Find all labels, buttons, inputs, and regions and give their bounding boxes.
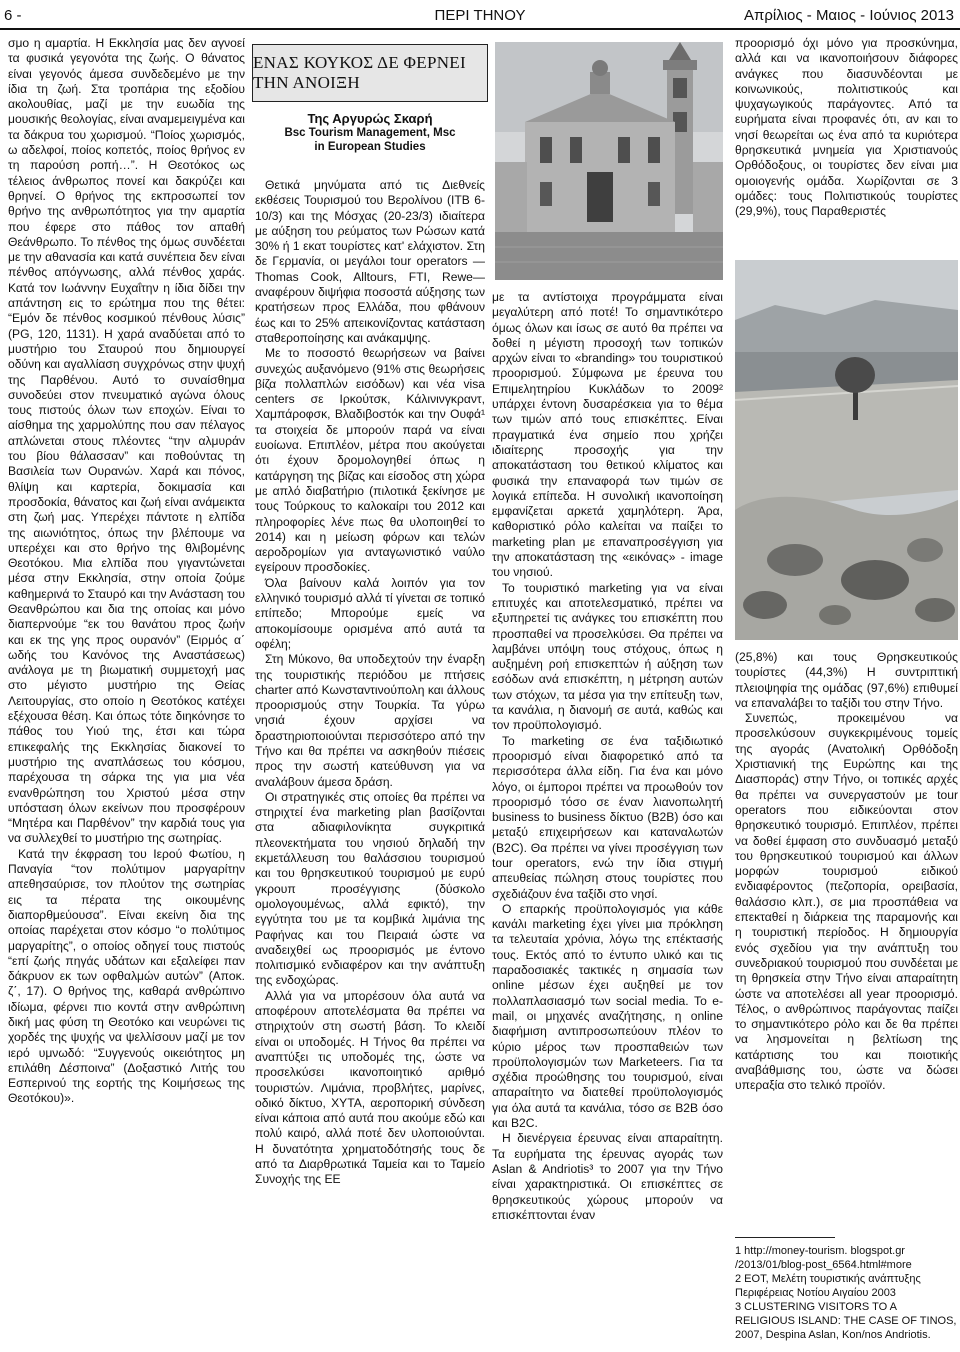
column-4-top	[735, 36, 958, 248]
col2-paragraph: Όλα βαίνουν καλά λοιπόν για τον ελληνικό τουρισμό αλλά τί γίνεται σε τοπικό επίπεδο; Μπορούμε εμείς να αποκομίσουμε ορισμένα από αυτά τα οφέλη;	[255, 575, 485, 651]
footnotes	[735, 1244, 958, 1342]
col3-paragraph: Ο επαρκής προϋπολογισμός για κάθε κανάλι marketing έχει γίνει μια πρόκληση τα τελευταία χρόνια, λόγω της επέκτασής τους. Εκτός από το έντυπο υλικό και τις παραδοσιακές τακτικές η σημασία των online μέσων έχει αυξηθεί με τον πολλαπλασιασμό των social media. Το e-mail, οι μηχανές αναζήτησης, η online διαφήμιση αντιπροσωπεύουν πλέον το κύριο μέρος των προσπαθειών των προϋπολογισμών των Marketeers. Για τα σχέδια προώθησης του τουρισμού, είναι απαραίτητο να διατεθεί προϋπολογισμός για όλα αυτά τα κανάλια, τόσο σε B2B όσο και B2C.	[492, 901, 723, 1131]
church-illustration	[495, 42, 723, 280]
col2-paragraph: Θετικά μηνύματα από τις Διεθνείς εκθέσεις Τουρισμού του Βερολίνου (ITB 6-10/3) και της Μόσχας (20-23/3) ιδιαίτερα με αύξηση του ρεύματος των Ρώσων κατά 30% ή 1 εκατ τουρίστες κατ' ελάχιστον. Στη δε Γερμανία, οι μεγάλοι tour operators — Thomas Cook, Alltours, FTI, Rewe— αναφέρουν διψήφια ποσοστά αύξησης των κρατήσεων προς Ελλάδα, που φθάνουν έως και το 25% απεικονίζοντας κατάσταση σταθεροποίησης και ανάκαμψης.	[255, 178, 485, 345]
column-1	[8, 36, 245, 1348]
page-number: 6 -	[4, 7, 22, 24]
publication-title: ΠΕΡΙ ΤΗΝΟΥ	[434, 7, 526, 24]
col2-paragraph: Οι στρατηγικές στις οποίες θα πρέπει να στηριχτεί ένα marketing plan βασίζονται στα αδιαφιλονίκητα συγκριτικά πλεονεκτήματα του νησιού δηλαδή την εκμετάλλευση του θαλάσσιου τουρισμού και του θρησκευτικού τουρισμού με ευρύ γκρουπ προσέγγισης (δύσκολο ομολογουμένως, αλλά εφικτό), την εγγύτητα του με τα κομβικά λιμάνια της Ραφήνας και του Πειραιά ώστε να αναδειχθεί ως προορισμός με έντονο πολιτισμικό ενδιαφέρον και την ανάπτυξη της ενδοχώρας.	[255, 789, 485, 988]
issue-date: Απρίλιος - Μαιος - Ιούνιος 2013	[743, 7, 954, 24]
author-credentials: in European Studies	[314, 141, 426, 153]
col2-paragraph: Αλλά για να μπορέσουν όλα αυτά να αποφέρουν αποτελέσματα θα πρέπει να στηριχτούν στη σωστή βάση. Το κλειδί είναι οι υποδομές. Η Τήνος θα πρέπει να αναπτύξει τις υποδομές της, ώστε να προσελκύσει ικανοποιητικό αριθμό τουριστών. Λιμάνια, προβλήτες, μαρίνες, οδικό δίκτυο, ΧΥΤΑ, αεροπορική σύνδεση είναι κάποια από αυτά που ακούμε εδώ και πολύ καιρό, αλλά ποτέ δεν υλοποιούνται. Η δυνατότητα χρηματοδότησής τους δε από τα Διαρθρωτικά Ταμεία και το Ταμείο Συνοχής της ΕΕ	[255, 988, 485, 1187]
column-4-bottom	[735, 650, 958, 1240]
author-credentials: Bsc Tourism Management, Msc	[284, 127, 456, 139]
col2-paragraph: Με το ποσοστό θεωρήσεων να βαίνει συνεχώς αυξανόμενο (91% στις θεωρήσεις βίζα πολλαπλών εισόδων) και νέα visa centers σε Ιρκούτσκ, Κάλινινγκραντ, Χαμπάροφσκ, Βλαδιβοστόκ και την Ουφά¹ τα στοιχεία δε μπορούν παρά να είναι ευοίωνα. Επιπλέον, μέτρα που ακούγεται ότι έχουν δρομολογηθεί όπως η κατάργηση της βίζας και είσοδος στη χώρα με απλό διαβατήριο (πιλοτικά ξεκίνησε με τους Τούρκους το καλοκαίρι του 2012 και πληροφορίες λένε πως θα υλοποιηθεί το 2014) και η μείωση φόρων και τελών αεροδρομίων για ανταγωνιστικό ναύλο εγείρουν προσδοκίες.	[255, 346, 485, 575]
col3-paragraph: Το τουριστικό marketing για να είναι επιτυχές και αποτελεσματικό, πρέπει να εξυπηρετεί τις ανάγκες του επισκέπτη που προσπαθεί να προσελκύσει. Θα πρέπει να λαμβάνει υπόψη τους στόχους, όπως η αυξημένη ροή επισκεπτών ή αύξηση των εσόδων ανά επισκέπτη, η μέτρηση αυτών των στόχων, τα μέσα για την επίτευξη των, τα κανάλια, η διανομή σε αυτά, καθώς και τον προϋπολογισμό.	[492, 580, 723, 733]
col4-paragraph: προορισμό όχι μόνο για προσκύνημα, αλλά και να ικανοποιήσουν διάφορες ανάγκες που διασυνδέονται με κοινωνικούς, πολιτιστικούς και ψυχαγωγικούς παράγοντες. Από τα ευρήματα είναι προφανές ότι, αν και το νησί θεωρείται ως ένα από τα κυριότερα θρησκευτικά μνημεία για Χριστιανούς Ορθόδοξους, οι τουρίστες δεν είναι μια ομοιογενής ομάδα. Χωρίζονται σε 3 ομάδες: τους Πολιτιστικούς τουρίστες (29,9%), τους Παραθεριστές	[735, 36, 958, 219]
coast-photo	[735, 260, 958, 640]
article-title-box	[252, 44, 488, 102]
byline	[255, 112, 485, 154]
coast-illustration	[735, 260, 958, 640]
col1-paragraph: σμο η αμαρτία. Η Εκκλησία μας δεν αγνοεί τα φυσικά γεγονότα της ζωής. Ο θάνατος είναι γεγονός άμεσα συνδεδεμένο με την ίδια τη ζωή. Στα τροπάρια της εξοδίου ακολουθίας, μαζί με την ευωδία της μουσικής θεολογίας, είναι αναμεμειγμένα και τα δάκρυα του χωρισμού. “Ποίος χωρισμός, ω αδελφοί, ποίος κοπετός, ποίος θρήνος εν τη παρούση ροπή…”. Η Θεοτόκος ως τέλειος άνθρωπος πονεί και δακρύζει και θρηνεί. Ο θρήνος της εκπροσωπεί τον θρήνο της ανθρωπότητος για την αμαρτία που έφερε στο πάθος τον απαθή Θεάνθρωπο. Το πένθος της όμως συνδέεται με την αθανασία και κατά συνέπεια δεν είναι πένθος απόγνωσης, αλλά πένθος χαράς. Κατά τον Ιωάννην Ευχαΐτην η ίδια δίδει την απάντηση εις το ερώτημα που της θέτει: “Εμόν δε πένθος κοσμικού πένθους λύσις” (PG, 120, 1131). Η χαρά αναδύεται από το μυστήριο του Σταυρού που δημιουργεί οδύνη και αγαλλίαση συγχρόνως στην ψυχή της Παρθένου. Αυτό το συναίσθημα συνοδεύει στον πνευματικό αγώνα όλους τους πιστούς όλων των εποχών. Είναι το αίσθημα της χαρμολύπης που σαν πέλαγος απλώνεται στους πλέοντες “την αλμυράν του βίου θάλασσαν” και ποθούντας τη Βασιλεία των Ουρανών. Χαρά και πόνος, θλίψη και καρτερία, δοκιμασία και προσδοκία, θάνατος και ζωή είναι ανάμεικτα στη ζωή μας. Υπερέχει πάντοτε η ελπίδα της αιωνιότητος, όπως την βλέπουμε να υπερέχει και στο θρήνο της θλιβομένης Θεοτόκου. Μια ελπίδα που γιγαντώνεται μέσα στην Εκκλησία, στην οποία ζούμε καθημερινά το Σταυρό και την Ανάσταση του Θεανθρώπου και δια της οποίας και μόνο διαπερνούμε “εκ του θανάτου προς ζωήν και εκ της γης προς ουρανόν” (Ειρμός α΄ ωδής του Κανόνος της Αναστάσεως) ανάλογα με τη βιωματική συμμετοχή μας στο μέγιστο μυστήριο της Θείας Λειτουργίας, στο οποίο η Θεοτόκος κατέχει εξέχουσα θέση. Και όπως τότε διηκόνησε το πάθος του Υιού της, έτσι και τώρα επικεφαλής της Εκκλησίας διακονεί το μυστήριο της αναπλάσεως του κόσμου, παρέχουσα τη σάρκα της για μια νέα ενανθρώπηση του Χριστού μέσα στην υπόσταση όλων εκείνων που προσφέρουν “Μητέρα και Παρθένον” την καρδιά τους για να συλλεχθεί το μυστήριο της σωτηρίας.	[8, 36, 245, 846]
header-rule	[0, 28, 960, 30]
col2-paragraph: Στη Μύκονο, θα υποδεχτούν την έναρξη της τουριστικής περιόδου με πτήσεις charter από Κωνσταντινούπολη και άλλους προορισμούς στην Τουρκία. Τα γύρω νησιά έχουν αρχίσει να δραστηριοποιούνται περισσότερο από την Τήνο και θα πρέπει να ασκηθούν πιέσεις προς την σωστή κατεύθυνση για να αναλάβουν άμεσα δράση.	[255, 652, 485, 789]
footnote: 1 http://money-tourism. blogspot.gr /2013/01/blog-post_6564.html#more	[735, 1245, 912, 1271]
page-header	[0, 0, 960, 30]
footnote: 2 ΕΟΤ, Μελέτη τουριστικής ανάπτυξης Περιφέρειας Νοτίου Αιγαίου 2003	[735, 1273, 921, 1299]
column-3	[492, 290, 723, 1348]
col3-paragraph: Η διενέργεια έρευνας είναι απαραίτητη. Τα ευρήματα της έρευνας αγοράς των Aslan & Andriotis³ το 2007 για την Τήνο είναι χαρακτηριστικά. Οι επισκέπτες σε θρησκευτικούς χώρους μπορούν να επισκέπτονται έναν	[492, 1131, 723, 1222]
column-2	[255, 178, 485, 1348]
author-name: Της Αργυρώς Σκαρή	[307, 111, 433, 126]
church-door	[587, 172, 613, 222]
col4-paragraph: Συνεπώς, προκειμένου να προσελκύσουν συγκεκριμένους τομείς της αγοράς (Ανατολική Ορθόδοξη Χριστιανική της Ευρώπης και της Διασποράς) στην Τήνο, οι τοπικές αρχές θα πρέπει να συνεργαστούν με tour operators που ειδικεύονται στον θρησκευτικό τουρισμό. Επιπλέον, πρέπει να δοθεί έμφαση στο συνδυασμό μεταξύ του θρησκευτικού τουρισμού και άλλων μορφών τουρισμού ειδικού ενδιαφέροντος (πεζοπορία, ορειβασία, θαλάσσιο κλπ.), σε μια προσπάθεια να επεκταθεί η διάρκεια της παραμονής και η τουριστική περίοδος. Η δημιουργία ενός σχεδίου για την ανάπτυξη του συνεδριακού τουρισμού που συνδέεται με τη θρησκεία στην Τήνο είναι απαραίτητη ώστε να αποτελέσει all year προορισμό. Τέλος, ο ανθρώπινος παράγοντας παίζει το σημαντικότερο ρόλο και δε θα πρέπει να λησμονείται η βελτίωση της κατάρτισης του και ποιοτικής αναβάθμισης του, ώστε να δώσει υπεραξία στο τελικό προϊόν.	[735, 711, 958, 1093]
col3-paragraph: Το marketing σε ένα ταξιδιωτικό προορισμό είναι διαφορετικό από τα περισσότερα άλλα είδη. Για ένα και μόνο λόγο, οι έμποροι πρέπει να προωθούν τον προορισμό τόσο σε έναν λιανοπωλητή business to business δίκτυο (B2B) όσο και μεταξύ επιχειρήσεων και καταναλωτών (B2C). Θα πρέπει να γίνει προσέγγιση των tour operators, ενώ την ίδια στιγμή απευθείας πώληση στους τουρίστες που σχεδιάζουν ένα ταξίδι στο νησί.	[492, 733, 723, 901]
church-photo	[495, 42, 723, 280]
beach	[735, 380, 958, 510]
footnote: 3 CLUSTERING VISITORS TO A RELIGIOUS ISLAND: THE CASE OF TINOS, 2007, Despina Aslan, Kon/nos Andriotis.	[735, 1301, 957, 1341]
tree-crown	[835, 357, 875, 393]
col4-paragraph: (25,8%) και τους Θρησκευτικούς τουρίστες (44,3%) Η συντριπτική πλειοψηφία της ομάδας (97,6%) επιθυμεί να επαναλάβει το ταξίδι του στην Τήνο.	[735, 650, 958, 710]
article-title: ΕΝΑΣ ΚΟΥΚΟΣ ΔΕ ΦΕΡΝΕΙ ΤΗΝ ΑΝΟΙΞΗ	[253, 53, 466, 92]
courtyard	[495, 232, 723, 280]
footnote-rule	[735, 1237, 835, 1238]
col1-paragraph: Κατά την έκφραση του Ιερού Φωτίου, η Παναγία “τον πολύτιμον μαργαρίτην απεθησαύρισε, τον πλούτον της σωτηρίας εις τα πέρατα της οικουμένης διαπορθμεύουσα”. Είναι εκείνη δια της οποίας παρέχεται στον κόσμο “ο πολύτιμος μαργαρίτης”, ο οποίος οδηγεί τους πιστούς “επί ζωής πηγάς υδάτων και εξαλείφει παν δάκρυον εκ των οφθαλμών αυτών” (Αποκ. ζ΄, 17). Ο θρήνος της, καθαρά ανθρώπινο ιδίωμα, φέρνει πιο κοντά στην ανθρώπινη δική μας φύση τη Θεοτόκο και νευρώνει τις χορδές της ψυχής να ψελλίσουν μαζί με τον ιερό υμνωδό: “Συγγενούς οικειότητος μη επιλάθη Δέσποινα” (Δοξαστικό Λιτής του Εσπερινού της εορτής της Κοιμήσεως της Θεοτόκου)».	[8, 846, 245, 1106]
col3-paragraph: με τα αντίστοιχα προγράμματα είναι μεγαλύτερη από ποτέ! Το σημαντικότερο όμως όλων και ίσως σε αυτό θα πρέπει να δοθεί η μέγιστη προσοχή των τοπικών αρχών είναι το «branding» του τουριστικού προορισμού. Σύμφωνα με έρευνα του Επιμελητηρίου Κυκλάδων το 2009² υπάρχει έντονη δυσαρέσκεια για το θέμα των τιμών από τους επισκέπτες. Είναι πραγματικά ένα σημείο που χρήζει ιδιαίτερης προσοχής για την αποκατάσταση του θετικού κλίματος και φυσικά την επαναφορά των τιμών σε λογικά επίπεδα. Η συνολική ικανοποίηση εμφανίζεται αρκετά χαμηλότερη. Άρα, καθοριστικό ρόλο καλείται να παίξει το marketing plan με επαναπροσέγγιση για την αποκατάσταση της «εικόνας» - image του νησιού.	[492, 290, 723, 580]
